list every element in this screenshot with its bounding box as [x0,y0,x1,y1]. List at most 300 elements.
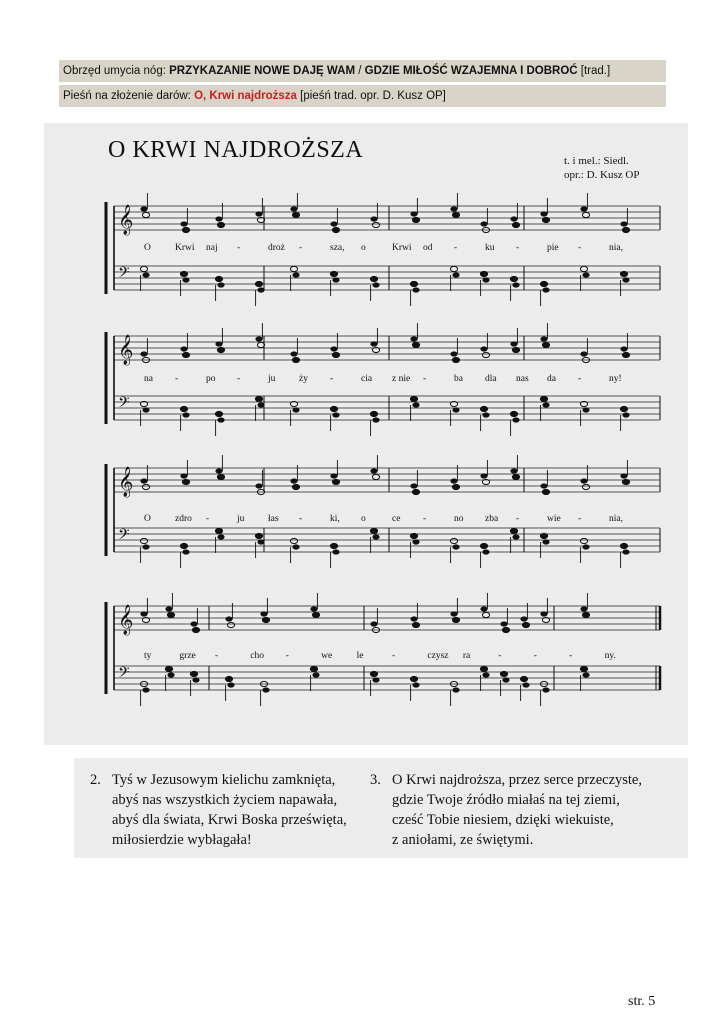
note-head [522,622,529,627]
note-head [140,538,147,543]
note-head [217,347,224,352]
verse-2-line-2: abyś nas wszystkich życiem napawała, [112,792,338,808]
header-line-offertory [59,85,666,107]
note-head [180,406,187,411]
note-head [452,212,459,217]
lyric-syllable: sza, [330,243,345,253]
note-head [180,221,187,226]
lyric-syllable: nia, [609,514,623,524]
note-head [502,627,509,632]
verse-2-line-4: miłosierdzie wybłagała! [112,832,252,848]
note-head [140,206,147,211]
note-head [290,478,297,483]
note-head [332,352,339,357]
note-head [410,676,417,681]
note-head [450,611,457,616]
note-head [292,484,299,489]
note-head [180,271,187,276]
note-head [582,407,589,412]
note-head [540,396,547,401]
lyric-syllable: Krwi [392,243,412,253]
song-note: [trad.] [577,65,611,77]
note-head [370,528,377,533]
lyric-syllable: no [454,514,464,524]
lyric-syllable: ra [462,651,471,661]
note-head [542,287,549,292]
verse-3-line-4: z aniołami, ze świętymi. [392,832,534,848]
note-head [582,272,589,277]
note-head [262,617,269,622]
lyric-syllable: - [299,243,303,253]
note-head [312,672,319,677]
note-head [330,271,337,276]
note-head [510,216,517,221]
note-head [580,266,587,271]
note-head [622,227,629,232]
note-head [580,666,587,671]
note-head [257,402,264,407]
note-head [452,687,459,692]
note-head [410,533,417,538]
lyric-syllable: ku [485,243,495,253]
note-head [410,396,417,401]
note-head [372,474,379,479]
note-head [510,276,517,281]
note-head [217,474,224,479]
lyric-syllable: we [321,651,333,661]
note-head [257,539,264,544]
lyric-syllable: na [144,374,153,384]
note-head [255,336,262,341]
note-head [260,611,267,616]
note-head [372,417,379,422]
note-head [257,287,264,292]
note-head [192,627,199,632]
note-head [620,543,627,548]
note-head [620,346,627,351]
note-head [332,549,339,554]
note-head [450,478,457,483]
treble-clef-icon: 𝄞 [118,467,134,497]
note-head [512,474,519,479]
note-head [580,478,587,483]
note-head [182,277,189,282]
lyric-syllable: ny. [604,651,616,661]
note-head [580,351,587,356]
lyric-syllable: po [206,374,216,384]
note-head [142,687,149,692]
note-head [412,682,419,687]
offertory-label: Pieśń na złożenie darów: [63,90,195,102]
note-head [512,417,519,422]
note-head [480,543,487,548]
note-head [330,346,337,351]
verse-3-number: 3. [370,772,381,788]
note-head [622,352,629,357]
lyric-syllable: zdro [175,514,192,524]
note-head [540,336,547,341]
note-head [370,671,377,676]
offertory-song-note: [pieśń trad. opr. D. Kusz OP] [296,90,446,102]
note-head [510,411,517,416]
note-head [372,282,379,287]
note-head [412,402,419,407]
note-head [412,622,419,627]
page-number: str. 5 [628,994,656,1009]
note-head [480,346,487,351]
lyric-syllable: le [356,651,364,661]
note-head [520,616,527,621]
note-head [165,666,172,671]
lyric-syllable: ju [237,514,245,524]
note-head [372,677,379,682]
note-head [542,687,549,692]
note-head [542,217,549,222]
lyric-syllable: ny! [609,374,622,384]
note-head [290,351,297,356]
note-head [330,473,337,478]
lyric-syllable: z nie [392,374,411,384]
note-head [480,666,487,671]
note-head [292,272,299,277]
lyric-syllable: - [299,514,303,524]
note-head [452,484,459,489]
note-head [167,612,174,617]
note-head [542,402,549,407]
note-head [620,473,627,478]
note-head [410,211,417,216]
note-head [292,544,299,549]
lyric-syllable: - [237,374,241,384]
note-head [620,221,627,226]
note-head [255,396,262,401]
note-head [500,671,507,676]
note-head [450,351,457,356]
lyric-syllable: - [498,651,502,661]
lyric-syllable: ce [392,514,401,524]
note-head [622,479,629,484]
note-head [215,216,222,221]
verse-2-number: 2. [90,772,101,788]
note-head [452,272,459,277]
note-head [142,407,149,412]
lyric-syllable: - [516,514,520,524]
note-head [620,406,627,411]
lyric-syllable: ju [268,374,276,384]
note-head [142,484,149,489]
treble-clef-icon: 𝄞 [118,605,134,635]
note-head [582,212,589,217]
header-line-rite [59,60,666,82]
note-head [370,276,377,281]
note-head [482,672,489,677]
bass-clef-icon: 𝄢 [118,664,130,685]
note-head [480,606,487,611]
score-title: O KRWI NAJDROŻSZA [108,137,364,163]
lyric-syllable: ży [299,374,308,384]
note-head [510,468,517,473]
note-head [182,479,189,484]
score-staves [44,123,688,745]
bass-clef-icon: 𝄢 [118,526,130,547]
note-head [482,549,489,554]
note-head [180,543,187,548]
lyric-syllable: - [578,243,582,253]
lyric-syllable: Krwi [175,243,195,253]
score-credit-arrangement: opr.: D. Kusz OP [564,169,640,181]
note-head [190,621,197,626]
note-head [410,483,417,488]
lyric-syllable: dla [485,374,497,384]
note-head [620,271,627,276]
note-head [182,227,189,232]
note-head [540,211,547,216]
note-head [580,538,587,543]
lyric-syllable: ki, [330,514,340,524]
note-head [520,676,527,681]
note-head [582,484,589,489]
note-head [410,281,417,286]
note-head [452,407,459,412]
rite-label: Obrzęd umycia nóg: [63,65,170,77]
note-head [482,612,489,617]
note-head [480,473,487,478]
treble-clef-icon: 𝄞 [118,335,134,365]
note-head [412,342,419,347]
note-head [370,621,377,626]
lyric-syllable: pie [547,243,559,253]
note-head [582,672,589,677]
note-head [452,544,459,549]
note-head [372,534,379,539]
note-head [225,676,232,681]
lyric-syllable: droż [268,243,285,253]
note-head [510,528,517,533]
bass-clef-icon: 𝄢 [118,264,130,285]
note-head [480,221,487,226]
note-head [540,483,547,488]
note-head [332,412,339,417]
score-credit-text: t. i mel.: Siedl. [564,155,629,167]
note-head [140,351,147,356]
lyric-syllable: - [533,651,537,661]
lyric-syllable: zba [485,514,499,524]
note-head [502,677,509,682]
note-head [332,227,339,232]
note-head [217,534,224,539]
lyric-syllable: od [423,243,433,253]
lyric-syllable: - [516,243,520,253]
note-head [332,479,339,484]
lyric-syllable: - [423,374,427,384]
song-title-2: GDZIE MIŁOŚĆ WZAJEMNA I DOBROĆ [364,65,578,77]
title-separator: / [355,65,365,77]
verse-2-line-3: abyś dla świata, Krwi Boska prześwięta, [112,812,347,828]
lyric-syllable: - [578,374,582,384]
note-head [182,549,189,554]
note-head [480,406,487,411]
note-head [412,287,419,292]
note-head [582,544,589,549]
note-head [542,342,549,347]
note-head [140,611,147,616]
note-head [142,212,149,217]
note-head [330,221,337,226]
note-head [512,534,519,539]
note-head [370,411,377,416]
verses-block [74,758,688,858]
note-head [312,612,319,617]
note-head [622,412,629,417]
lyric-syllable: naj [206,243,218,253]
note-head [370,216,377,221]
lyric-syllable: - [206,514,210,524]
note-head [182,352,189,357]
note-head [622,549,629,554]
music-score [44,123,688,745]
note-head [580,206,587,211]
verse-3-line-2: gdzie Twoje źródło miałaś na tej ziemi, [392,792,620,808]
note-head [482,277,489,282]
lyric-syllable: łas [268,514,279,524]
note-head [622,277,629,282]
note-head [482,412,489,417]
verse-2-line-1: Tyś w Jezusowym kielichu zamknięta, [112,772,336,788]
note-head [540,611,547,616]
lyric-syllable: o [361,514,366,524]
note-head [540,281,547,286]
note-head [217,282,224,287]
note-head [227,682,234,687]
note-head [180,346,187,351]
lyric-syllable: ty [144,651,152,661]
note-head [262,687,269,692]
note-head [215,276,222,281]
note-head [292,357,299,362]
lyric-syllable: nia, [609,243,623,253]
note-head [292,212,299,217]
note-head [412,489,419,494]
note-head [522,682,529,687]
lyric-syllable: O [144,243,151,253]
note-head [192,677,199,682]
lyric-syllable: da [547,374,556,384]
note-head [165,606,172,611]
lyric-syllable: - [214,651,219,661]
note-head [290,266,297,271]
note-head [255,211,262,216]
note-head [140,478,147,483]
note-head [217,222,224,227]
note-head [215,411,222,416]
note-head [227,622,234,627]
note-head [580,606,587,611]
song-title-1: PRZYKAZANIE NOWE DAJĘ WAM [169,65,356,77]
note-head [540,533,547,538]
treble-clef-icon: 𝄞 [118,205,134,235]
note-head [142,544,149,549]
verse-3-line-1: O Krwi najdroższa, przez serce przeczyste, [392,772,642,788]
note-head [255,483,262,488]
note-head [290,206,297,211]
lyric-syllable: - [578,514,582,524]
lyric-syllable: - [330,374,334,384]
offertory-song-title: O, Krwi najdroższa [194,90,297,102]
note-head [310,666,317,671]
note-head [450,538,457,543]
note-head [310,606,317,611]
note-head [330,406,337,411]
note-head [512,282,519,287]
lyric-syllable: ba [454,374,463,384]
lyric-syllable: - [569,651,573,661]
note-head [412,217,419,222]
note-head [370,468,377,473]
note-head [370,341,377,346]
note-head [217,417,224,422]
lyric-syllable: nas [516,374,529,384]
note-head [140,266,147,271]
note-head [330,543,337,548]
note-head [180,473,187,478]
note-head [255,281,262,286]
note-head [410,336,417,341]
lyric-syllable: - [423,514,427,524]
note-head [542,489,549,494]
note-head [290,538,297,543]
note-head [510,341,517,346]
note-head [450,206,457,211]
note-head [480,271,487,276]
lyric-syllable: - [175,374,179,384]
lyric-syllable: - [454,243,458,253]
note-head [142,272,149,277]
lyric-syllable: cia [361,374,373,384]
note-head [482,352,489,357]
lyric-syllable: wie [547,514,561,524]
note-head [255,533,262,538]
note-head [190,671,197,676]
lyric-syllable: - [237,243,241,253]
lyric-syllable: - [285,651,289,661]
bass-clef-icon: 𝄢 [118,394,130,415]
note-head [182,412,189,417]
note-head [512,347,519,352]
note-head [225,616,232,621]
lyric-syllable: cho [250,651,264,661]
note-head [452,617,459,622]
note-head [410,616,417,621]
lyric-syllable: O [144,514,151,524]
verse-3-line-3: cześć Tobie niesiem, dzięki wiekuiste, [392,812,614,828]
note-head [412,539,419,544]
note-head [452,357,459,362]
note-head [167,672,174,677]
lyric-syllable: czysz [427,651,449,661]
lyric-syllable: - [392,651,396,661]
note-head [215,341,222,346]
lyric-syllable: o [361,243,366,253]
note-head [500,621,507,626]
note-head [512,222,519,227]
note-head [215,468,222,473]
note-head [332,277,339,282]
note-head [582,612,589,617]
note-head [215,528,222,533]
note-head [372,222,379,227]
note-head [292,407,299,412]
lyric-syllable: grze [179,651,196,661]
